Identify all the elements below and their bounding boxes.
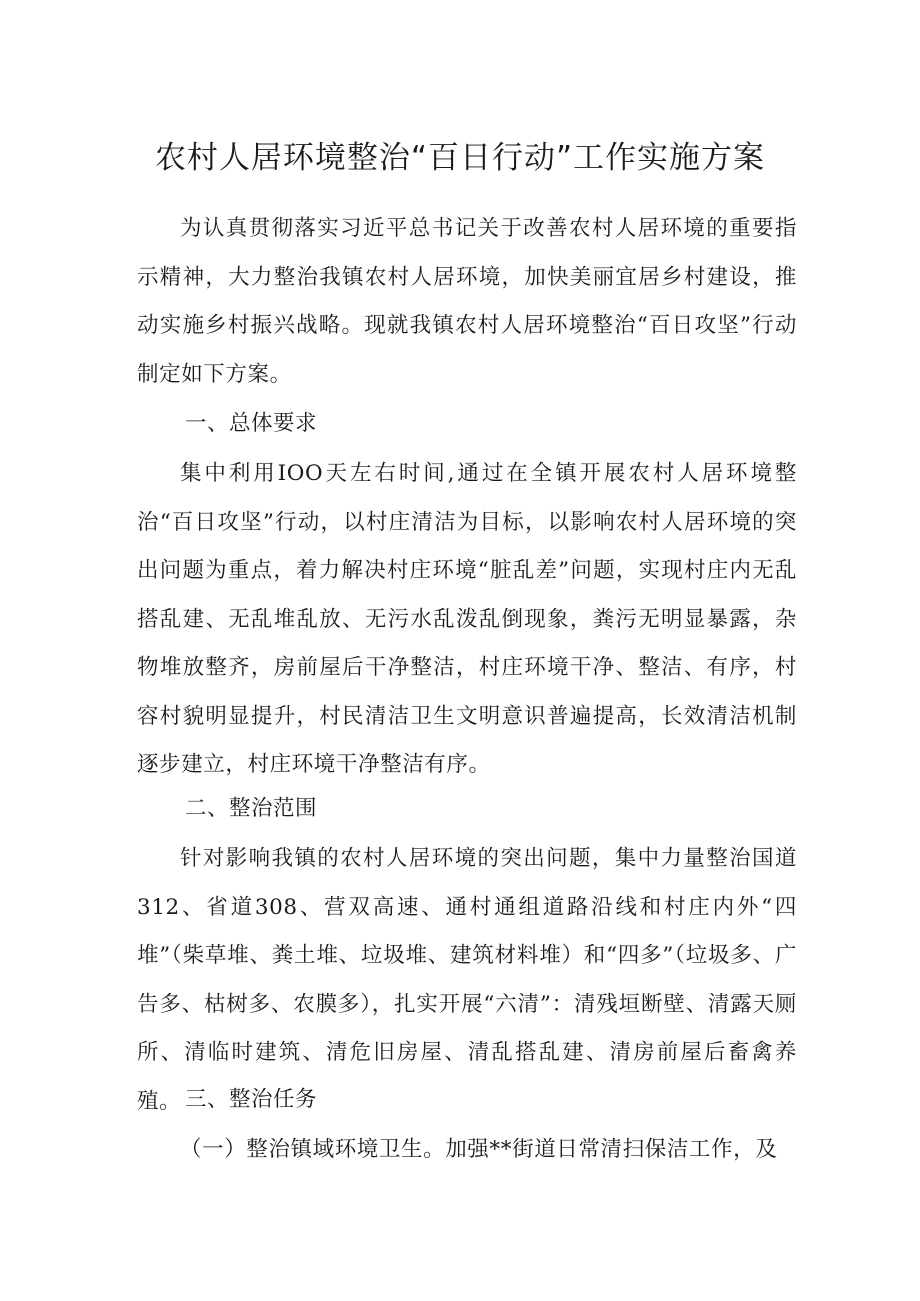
intro-paragraph: 为认真贯彻落实习近平总书记关于改善农村人居环境的重要指示精神，大力整治我镇农村人居环境，加快美丽宜居乡村建设，推动实施乡村振兴战略。现就我镇农村人居环境整治“百日攻坚”行动制定如下方案。 — [137, 216, 797, 387]
section-paragraph-scope: 针对影响我镇的农村人居环境的突出问题，集中力量整治国道312、省道308、营双高速、通村通组道路沿线和村庄内外“四堆”（柴草堆、粪土堆、垃圾堆、建筑材料堆）和“四多”（垃圾多、广告多、枯树多、农膜多），扎实开展“六清”：清残垣断壁、清露天厕所、清临时建筑、清危旧房屋、清乱搭乱建、清房前屋后畜禽养殖。 — [137, 846, 797, 1114]
section-heading-scope: 二、整治范围 — [185, 796, 318, 821]
section-heading-general-requirements: 一、总体要求 — [185, 411, 318, 436]
document-title: 农村人居环境整治“百日行动”工作实施方案 — [154, 140, 766, 176]
section-heading-tasks: 三、整治任务 — [185, 1087, 318, 1112]
section-paragraph-tasks: （一）整治镇域环境卫生。加强**街道日常清扫保洁工作，及 — [180, 1137, 778, 1162]
section-paragraph-general-requirements: 集中利用IOO天左右时间,通过在全镇开展农村人居环境整治“百日攻坚”行动，以村庄清洁为目标，以影响农村人居环境的突出问题为重点，着力解决村庄环境“脏乱差”问题，实现村庄内无乱搭乱建、无乱堆乱放、无污水乱泼乱倒现象，粪污无明显暴露，杂物堆放整齐，房前屋后干净整洁，村庄环境干净、整洁、有序，村容村貌明显提升，村民清洁卫生文明意识普遍提高，长效清洁机制逐步建立，村庄环境干净整洁有序。 — [137, 461, 797, 777]
